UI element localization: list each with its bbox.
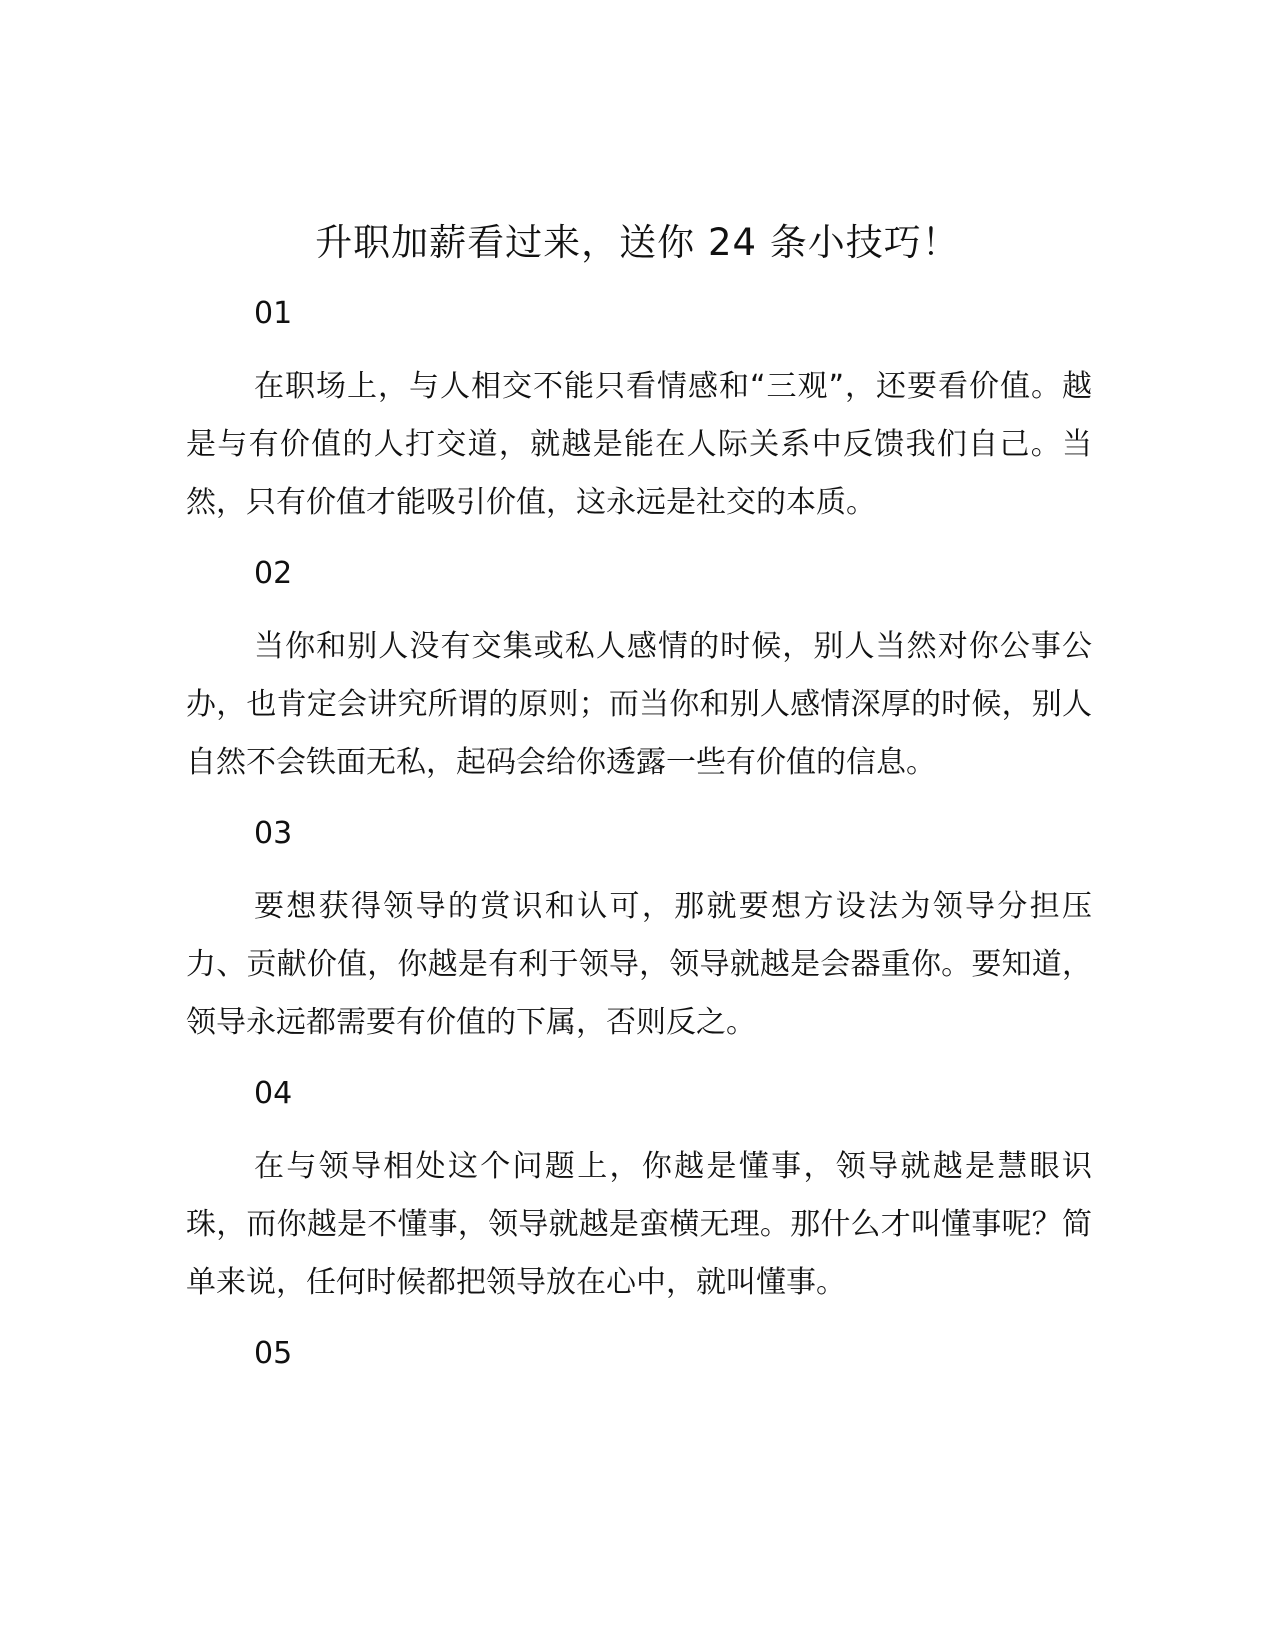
section-paragraph: 当你和别人没有交集或私人感情的时候，别人当然对你公事公办，也肯定会讲究所谓的原则；而当你和别人感情深厚的时候，别人自然不会铁面无私，起码会给你透露一些有价值的信息。 (186, 629, 1092, 780)
section-03 (186, 812, 1092, 1072)
section-number: 02 (254, 556, 293, 591)
document-title: 升职加薪看过来，送你 24 条小技巧！ (315, 221, 960, 264)
section-paragraph: 要想获得领导的赏识和认可，那就要想方设法为领导分担压力、贡献价值，你越是有利于领导，领导就越是会器重你。要知道，领导永远都需要有价值的下属，否则反之。 (186, 889, 1092, 1040)
section-number: 04 (254, 1076, 293, 1111)
section-number: 03 (254, 816, 293, 851)
section-01 (186, 292, 1092, 552)
section-number: 01 (254, 296, 293, 331)
section-05 (186, 1332, 1092, 1376)
section-paragraph: 在与领导相处这个问题上，你越是懂事，领导就越是慧眼识珠，而你越是不懂事，领导就越是蛮横无理。那什么才叫懂事呢？简单来说，任何时候都把领导放在心中，就叫懂事。 (186, 1149, 1092, 1300)
section-number: 05 (254, 1336, 293, 1371)
document-body (186, 292, 1092, 1376)
section-02 (186, 552, 1092, 812)
section-04 (186, 1072, 1092, 1332)
section-paragraph: 在职场上，与人相交不能只看情感和“三观”，还要看价值。越是与有价值的人打交道，就越是能在人际关系中反馈我们自己。当然，只有价值才能吸引价值，这永远是社交的本质。 (186, 369, 1092, 520)
